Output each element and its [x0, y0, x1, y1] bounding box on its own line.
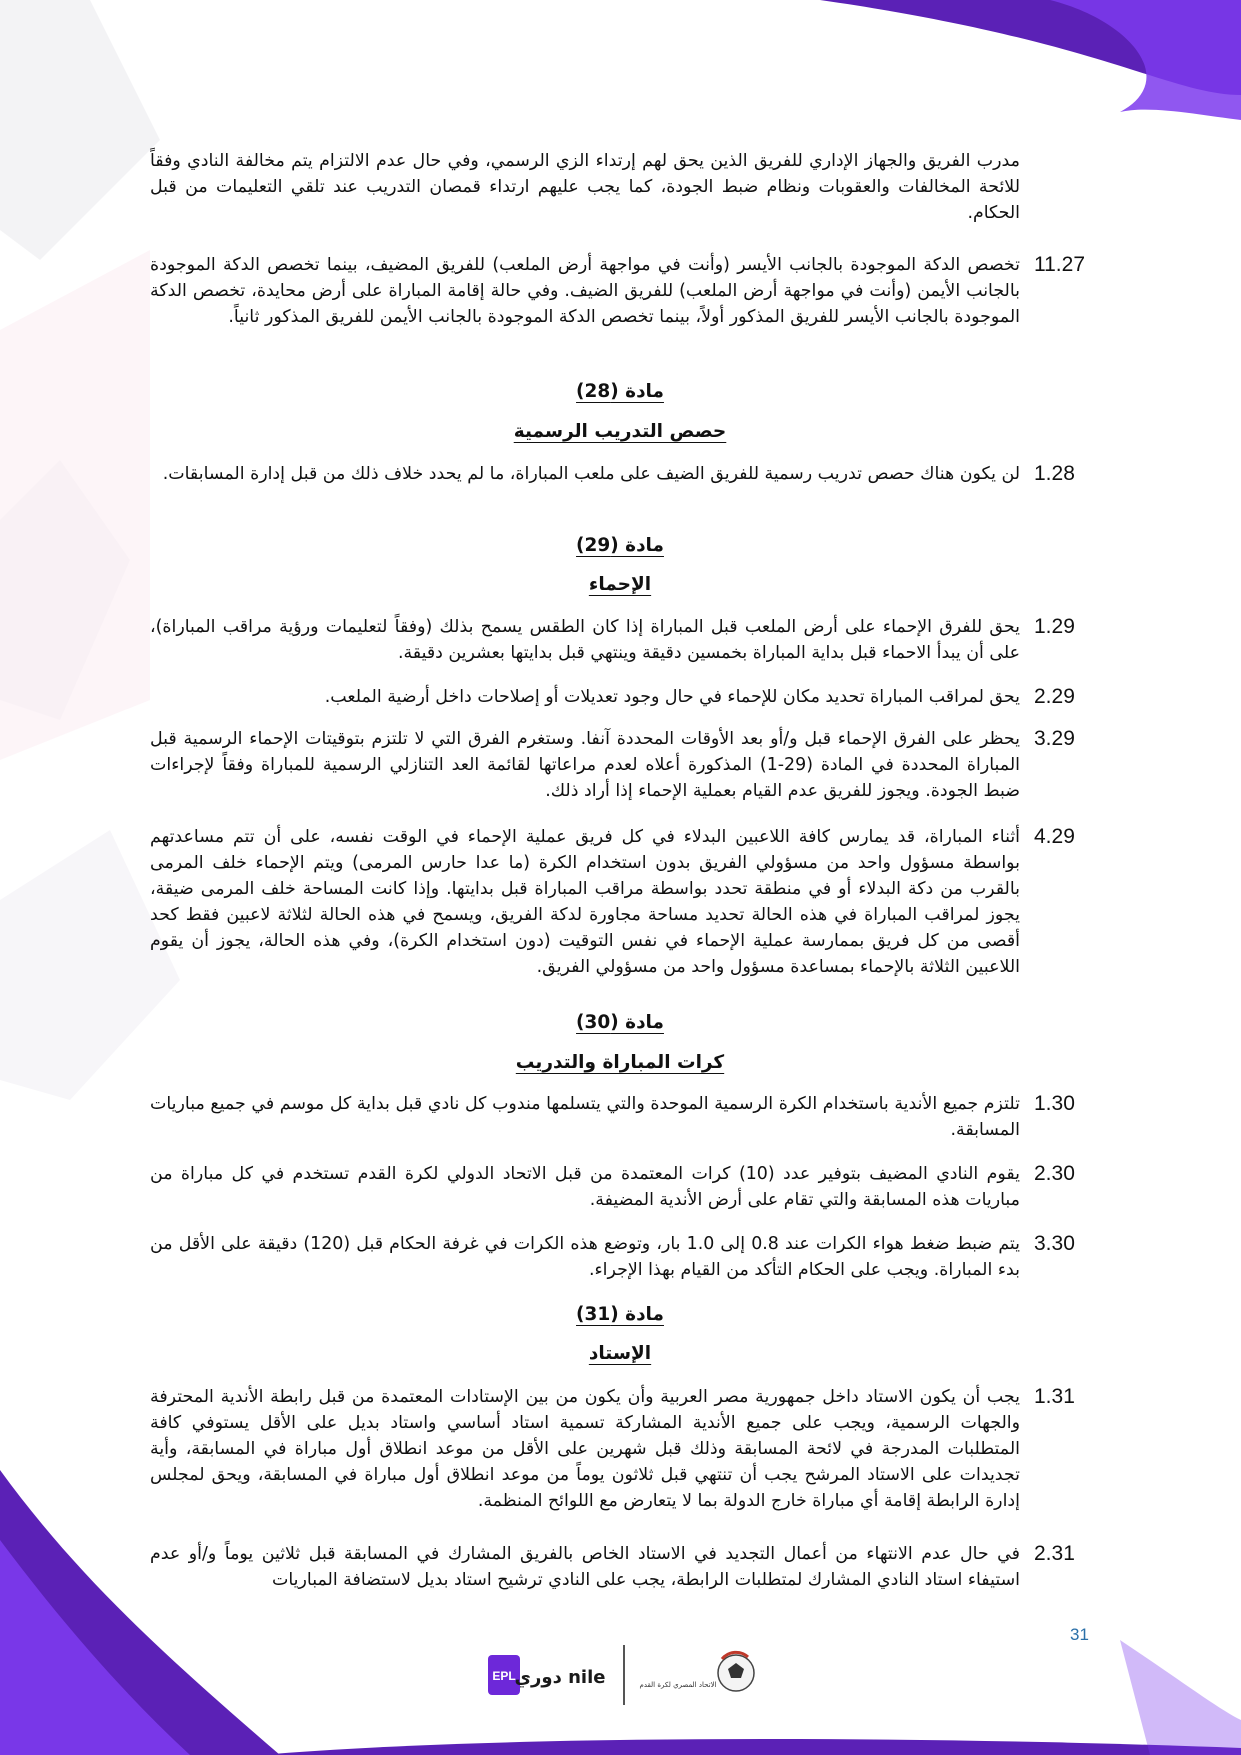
- clause-number-11-27: 11.27: [1034, 253, 1085, 276]
- clause-number-2-29: 2.29: [1034, 685, 1075, 708]
- clause-text-2-29: يحق لمراقب المباراة تحديد مكان للإحماء في حال وجود تعديلات أو إصلاحات داخل أرضية الملعب.: [324, 687, 1020, 707]
- clause-text-1-30: تلتزم جميع الأندية باستخدام الكرة الرسمية الموحدة والتي يتسلمها مندوب كل نادي قبل بداية كل موسم في جميع مباريات المسابقة.: [150, 1094, 1020, 1140]
- clause-text-1-31: يجب أن يكون الاستاد داخل جمهورية مصر العربية وأن يكون من بين الإستادات المعتمدة من قبل رابطة الأندية المحترفة والجهات الرسمية، ويجب على جميع الأندية المشاركة تسمية استاد أساسي واستاد بديل على الأقل يستوفي كافة المتطلبات المدرجة في لائحة المسابقة وذلك قبل شهرين على الأقل من موعد انطلاق أول مباراة في المسابقة، وأية تجديدات على الاستاد المرشح يجب أن تنتهي قبل ثلاثون يوماً من موعد انطلاق أول مباراة في المسابقة، ويحق لمجلس إدارة الرابطة إقامة أي مباراة خارج الدولة بما لا يتعارض مع اللوائح المنظمة.: [150, 1387, 1020, 1511]
- clause-number-4-29: 4.29: [1034, 825, 1075, 848]
- nile-logo-text: دوري nile: [514, 1667, 606, 1688]
- clause-text-11-27: تخصص الدكة الموجودة بالجانب الأيسر (وأنت في مواجهة أرض الملعب) للفريق المضيف، بينما تخصص الدكة الموجودة بالجانب الأيمن (وأنت في مواجهة أرض الملعب) للفريق الضيف. وفي حالة إقامة المباراة على أرض محايدة، تخصص الدكة الموجودة بالجانب الأيسر للفريق المذكور أولاً، بينما تخصص الدكة الموجودة بالجانب الأيمن للفريق المذكور ثانياً.: [150, 255, 1020, 327]
- clause-text-1-29: يحق للفرق الإحماء على أرض الملعب قبل المباراة إذا كان الطقس يسمح بذلك (وفقاً لتعليمات ورؤية مراقب المباراة)، على أن يبدأ الاحماء قبل بداية المباراة بخمسين دقيقة وينتهي قبل بدايتها بعشرين دقيقة.: [150, 617, 1020, 663]
- clause-number-1-29: 1.29: [1034, 615, 1075, 638]
- article-28-heading: مادة (28): [576, 381, 664, 402]
- clause-text-3-30: يتم ضبط ضغط هواء الكرات عند 0.8 إلى 1.0 بار، وتوضع هذه الكرات في غرفة الحكام قبل (120) دقيقة على الأقل من بدء المباراة. ويجب على الحكام التأكد من القيام بهذا الإجراء.: [150, 1234, 1020, 1280]
- clause-text-2-31: في حال عدم الانتهاء من أعمال التجديد في الاستاد الخاص بالفريق المشارك في المسابقة قبل ثلاثين يوماً و/أو عدم استيفاء استاد النادي المشارك لمتطلبات الرابطة، يجب على النادي ترشيح استاد بديل لاستضافة المباريات: [150, 1544, 1020, 1590]
- egyptian-fa-logo: [638, 1647, 758, 1703]
- clause-number-2-31: 2.31: [1034, 1542, 1075, 1565]
- clause-number-3-29: 3.29: [1034, 727, 1075, 750]
- clause-text-1-28: لن يكون هناك حصص تدريب رسمية للفريق الضيف على ملعب المباراة، ما لم يحدد خلاف ذلك من قبل إدارة المسابقات.: [162, 464, 1020, 484]
- article-31-heading: مادة (31): [576, 1304, 664, 1325]
- clause-number-1-31: 1.31: [1034, 1385, 1075, 1408]
- article-30-title: كرات المباراة والتدريب: [515, 1052, 725, 1073]
- article-28-title: حصص التدريب الرسمية: [513, 421, 727, 442]
- clause-number-2-30: 2.30: [1034, 1162, 1075, 1185]
- article-30-heading: مادة (30): [576, 1012, 664, 1033]
- fa-logo-text: الاتحاد المصري لكرة القدم: [639, 1681, 717, 1689]
- clause-number-1-28: 1.28: [1034, 462, 1075, 485]
- epl-badge-text: EPL: [492, 1669, 516, 1683]
- clause-text-2-30: يقوم النادي المضيف بتوفير عدد (10) كرات المعتمدة من قبل الاتحاد الدولي لكرة القدم تستخدم في كل مباراة من مباريات هذه المسابقة والتي تقام على أرض الأندية المضيفة.: [150, 1164, 1020, 1210]
- clause-number-3-30: 3.30: [1034, 1232, 1075, 1255]
- clause-text-3-29: يحظر على الفرق الإحماء قبل و/أو بعد الأوقات المحددة آنفا. وستغرم الفرق التي لا تلتزم بتوقيتات الإحماء الرسمية قبل المباراة المحددة في المادة (29-1) المذكورة أعلاه لعدم مراعاتها لقائمة العد التنازلي الرسمية للمباراة وفقاً لإجراءات ضبط الجودة. ويجوز للفريق عدم القيام بعملية الإحماء إذا أراد ذلك.: [150, 729, 1020, 801]
- page-number: 31: [1070, 1625, 1089, 1644]
- article-31-title: الإستاد: [588, 1343, 652, 1364]
- article-29-heading: مادة (29): [576, 535, 664, 556]
- footer-logos: [488, 1645, 758, 1707]
- nile-league-logo: [488, 1651, 606, 1699]
- footer-divider: [623, 1645, 625, 1705]
- clause-text-4-29: أثناء المباراة، قد يمارس كافة اللاعبين البدلاء في كل فريق عملية الإحماء في الوقت نفسه، على أن تتم مساعدتهم بواسطة مسؤول واحد من مسؤولي الفريق بدون استخدام الكرة (ما عدا حارس المرمى) ويتم الإحماء خلف المرمى بالقرب من دكة البدلاء أو في منطقة تحدد بواسطة مراقب المباراة قبل بدايتها. وإذا كانت المساحة خلف المرمى ضيقة، يجوز لمراقب المباراة في هذه الحالة تحديد مساحة مجاورة لدكة الفريق، ويسمح في هذه الحالة لثلاثة لاعبين فقط كحد أقصى من كل فريق بممارسة عملية الإحماء في نفس التوقيت (دون استخدام الكرة)، وفي هذه الحالة، يجوز أن يقوم اللاعبين الثلاثة بالإحماء بمساعدة مسؤول واحد من مسؤولي الفريق.: [150, 827, 1020, 977]
- article-29-title: الإحماء: [588, 574, 652, 595]
- clause-number-1-30: 1.30: [1034, 1092, 1075, 1115]
- paragraph-intro: مدرب الفريق والجهاز الإداري للفريق الذين يحق لهم إرتداء الزي الرسمي، وفي حال عدم الالتزام يتم مخالفة النادي وفقاً للائحة المخالفات والعقوبات ونظام ضبط الجودة، كما يجب عليهم ارتداء قمصان التدريب عند تلقي التعليمات من قبل الحكام.: [150, 151, 1020, 223]
